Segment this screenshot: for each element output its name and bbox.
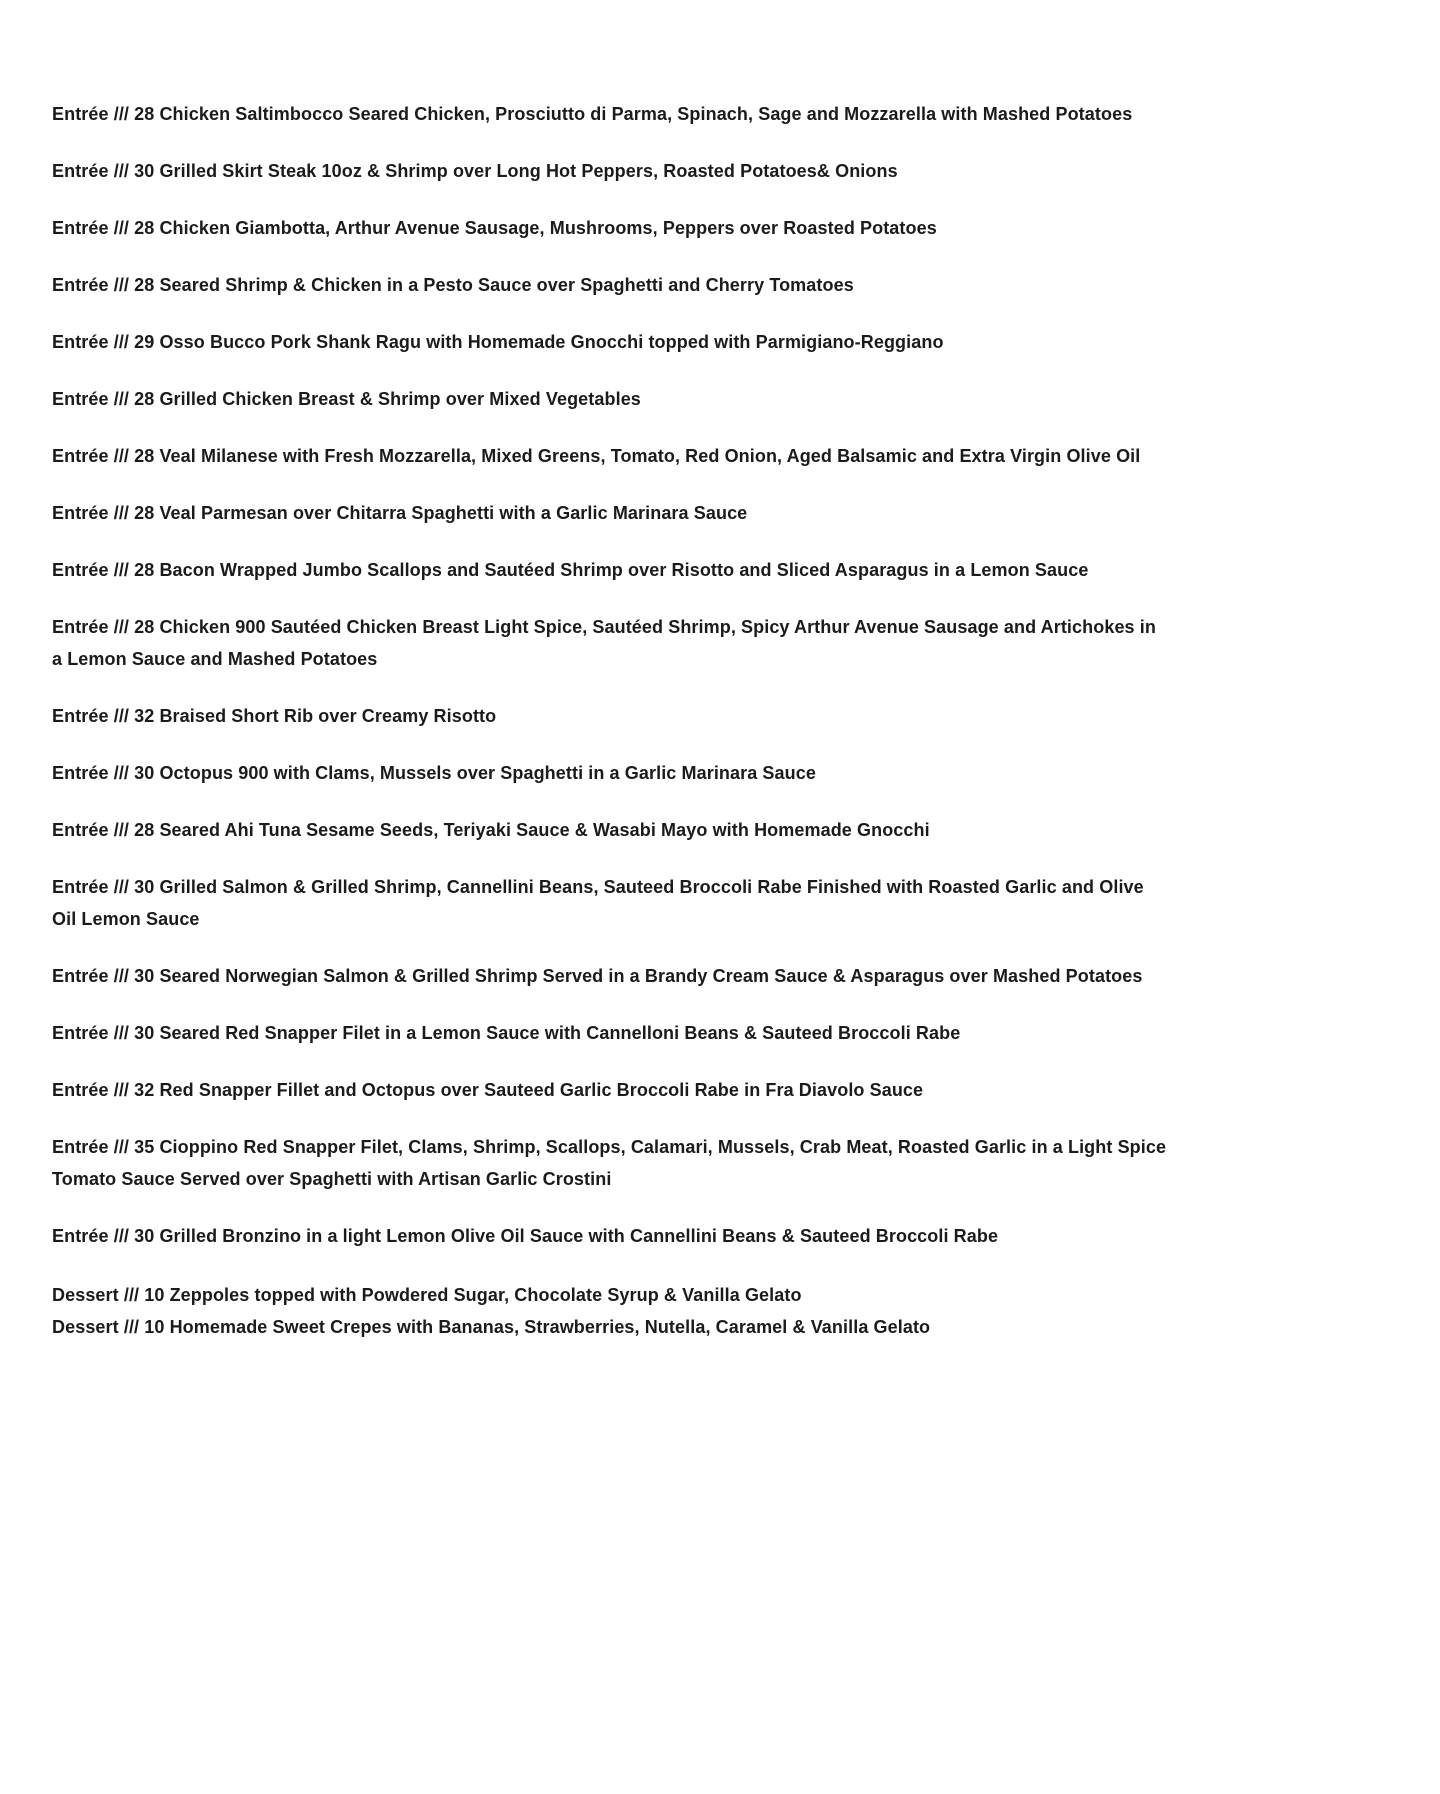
entree-item: Entrée /// 28 Veal Parmesan over Chitarra Spaghetti with a Garlic Marinara Sauce [52, 503, 748, 523]
entree-item: Entrée /// 28 Chicken Saltimbocco Seared Chicken, Prosciutto di Parma, Spinach, Sage and Mozzarella with Mashed Potatoes [52, 104, 1133, 124]
entree-item: Entrée /// 28 Chicken Giambotta, Arthur Avenue Sausage, Mushrooms, Peppers over Roasted Potatoes [52, 218, 937, 238]
entree-item: Entrée /// 30 Seared Red Snapper Filet in a Lemon Sauce with Cannelloni Beans & Sauteed Broccoli Rabe [52, 1023, 961, 1043]
entree-item: Entrée /// 30 Grilled Salmon & Grilled Shrimp, Cannellini Beans, Sauteed Broccoli Rabe Finished with Roasted Garlic and Olive Oil Lemon Sauce [52, 877, 1144, 929]
entree-item: Entrée /// 28 Bacon Wrapped Jumbo Scallops and Sautéed Shrimp over Risotto and Sliced Asparagus in a Lemon Sauce [52, 560, 1089, 580]
entree-item: Entrée /// 30 Grilled Skirt Steak 10oz & Shrimp over Long Hot Peppers, Roasted Potatoes& Onions [52, 161, 898, 181]
dessert-list [52, 1279, 1180, 1343]
entree-item: Entrée /// 30 Seared Norwegian Salmon & Grilled Shrimp Served in a Brandy Cream Sauce & Asparagus over Mashed Potatoes [52, 966, 1143, 986]
entree-item: Entrée /// 30 Octopus 900 with Clams, Mussels over Spaghetti in a Garlic Marinara Sauce [52, 763, 816, 783]
entree-item: Entrée /// 35 Cioppino Red Snapper Filet, Clams, Shrimp, Scallops, Calamari, Mussels, Crab Meat, Roasted Garlic in a Light Spice Tomato Sauce Served over Spaghetti with Artisan Garlic Crostini [52, 1137, 1167, 1189]
entree-item: Entrée /// 28 Veal Milanese with Fresh Mozzarella, Mixed Greens, Tomato, Red Onion, Aged Balsamic and Extra Virgin Olive Oil [52, 446, 1141, 466]
entree-item: Entrée /// 32 Red Snapper Fillet and Octopus over Sauteed Garlic Broccoli Rabe in Fra Diavolo Sauce [52, 1080, 924, 1100]
entree-item: Entrée /// 28 Seared Shrimp & Chicken in a Pesto Sauce over Spaghetti and Cherry Tomatoes [52, 275, 854, 295]
entree-item: Entrée /// 32 Braised Short Rib over Creamy Risotto [52, 706, 497, 726]
entree-item: Entrée /// 29 Osso Bucco Pork Shank Ragu with Homemade Gnocchi topped with Parmigiano-Reggiano [52, 332, 944, 352]
entree-list [52, 98, 1180, 1252]
entree-item: Entrée /// 28 Grilled Chicken Breast & Shrimp over Mixed Vegetables [52, 389, 641, 409]
entree-item: Entrée /// 30 Grilled Bronzino in a light Lemon Olive Oil Sauce with Cannellini Beans & Sauteed Broccoli Rabe [52, 1226, 999, 1246]
entree-item: Entrée /// 28 Chicken 900 Sautéed Chicken Breast Light Spice, Sautéed Shrimp, Spicy Arthur Avenue Sausage and Artichokes in a Lemon Sauce and Mashed Potatoes [52, 617, 1156, 669]
entree-item: Entrée /// 28 Seared Ahi Tuna Sesame Seeds, Teriyaki Sauce & Wasabi Mayo with Homemade Gnocchi [52, 820, 930, 840]
dessert-item: Dessert /// 10 Homemade Sweet Crepes with Bananas, Strawberries, Nutella, Caramel & Vanilla Gelato [52, 1317, 931, 1337]
dessert-item: Dessert /// 10 Zeppoles topped with Powdered Sugar, Chocolate Syrup & Vanilla Gelato [52, 1285, 802, 1305]
